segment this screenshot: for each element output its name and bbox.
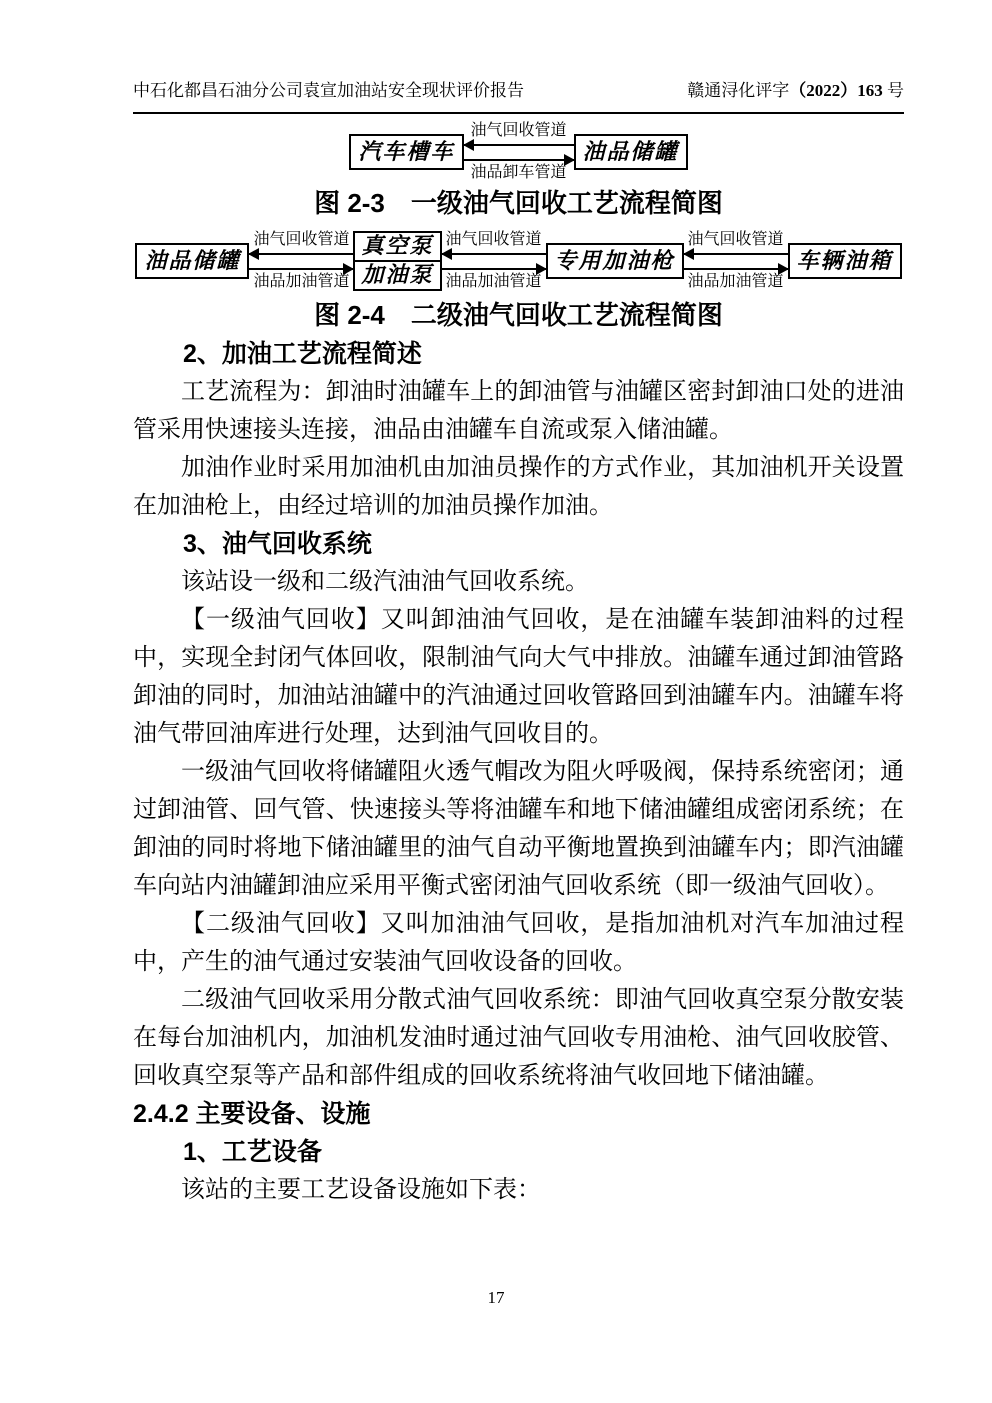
pipe-label-top: 油气回收管道 — [445, 231, 542, 248]
paragraph-fueling: 加油作业时采用加油机由加油员操作的方式作业，其加油机开关设置在加油枪上，由经过培训的加油员操作加油。 — [133, 455, 904, 519]
arrow-right-icon — [442, 268, 546, 270]
figure-2-3-caption: 图 2-3 一级油气回收工艺流程简图 — [314, 188, 723, 218]
heading-vapor-recovery: 3、油气回收系统 — [183, 530, 372, 558]
pipe-label-bottom: 油品加油管道 — [445, 273, 542, 290]
pipe-label-bottom: 油品加油管道 — [687, 273, 784, 290]
arrow-left-icon — [464, 144, 574, 146]
figure-2-4-diagram — [133, 231, 904, 291]
page-header — [133, 80, 904, 114]
flow-node-storage-tank: 油品储罐 — [135, 243, 249, 279]
flow-node-fuel-pump: 加油泵 — [361, 262, 434, 288]
arrow-left-icon — [249, 253, 353, 255]
figure-2-4-caption: 图 2-4 二级油气回收工艺流程简图 — [314, 300, 723, 330]
flow-link — [464, 122, 574, 182]
paragraph-stage2-detail: 二级油气回收采用分散式油气回收系统：即油气回收真空泵分散安装在每台加油机内，加油机发油时通过油气回收专用油枪、油气回收胶管、回收真空泵等产品和部件组成的回收系统将油气收回地下储油罐。 — [133, 987, 904, 1089]
paragraph-stage1-detail: 一级油气回收将储罐阻火透气帽改为阻火呼吸阀，保持系统密闭；通过卸油管、回气管、快速接头等将油罐车和地下储油罐组成密闭系统；在卸油的同时将地下储油罐里的油气自动平衡地置换到油罐车内；即汽油罐车向站内油罐卸油应采用平衡式密闭油气回收系统（即一级油气回收）。 — [133, 759, 904, 899]
flow-node-storage-tank: 油品储罐 — [574, 134, 688, 170]
pipe-label-top: 油气回收管道 — [253, 231, 350, 248]
paragraph-unloading: 工艺流程为：卸油时油罐车上的卸油管与油罐区密封卸油口处的进油管采用快速接头连接，油品由油罐车自流或泵入储油罐。 — [133, 379, 904, 443]
figure-2-3-diagram — [133, 122, 904, 182]
arrow-right-icon — [684, 268, 788, 270]
arrow-right-icon — [249, 268, 353, 270]
paragraph-stage1-intro: 【一级油气回收】又叫卸油油气回收，是在油罐车装卸油料的过程中，实现全封闭气体回收，限制油气向大气中排放。油罐车通过卸油管路卸油的同时，加油站油罐中的汽油通过回收管路回到油罐车内。油罐车将油气带回油库进行处理，达到油气回收目的。 — [133, 607, 904, 747]
page-number: 17 — [487, 1288, 505, 1307]
header-doc-number-value: （2022）163 — [789, 81, 883, 100]
pipe-label-top: 油气回收管道 — [470, 122, 567, 139]
flow-link — [249, 231, 353, 291]
pipe-label-bottom: 油品卸车管道 — [470, 164, 567, 181]
flow-node-vacuum-pump: 真空泵 — [355, 233, 439, 262]
header-doc-number-suffix: 号 — [882, 81, 904, 100]
arrow-right-icon — [464, 159, 574, 161]
flow-node-pumps — [353, 231, 441, 291]
heading-2-4-2: 2.4.2 主要设备、设施 — [133, 1100, 371, 1128]
paragraph-station-systems: 该站设一级和二级汽油油气回收系统。 — [181, 569, 589, 595]
header-doc-number — [687, 80, 904, 102]
flow-node-nozzle: 专用加油枪 — [546, 243, 684, 279]
paragraph-table-intro: 该站的主要工艺设备设施如下表： — [181, 1177, 541, 1203]
arrow-left-icon — [684, 253, 788, 255]
paragraph-stage2-intro: 【二级油气回收】又叫加油油气回收，是指加油机对汽车加油过程中，产生的油气通过安装油气回收设备的回收。 — [133, 911, 904, 975]
arrow-left-icon — [442, 253, 546, 255]
pipe-label-bottom: 油品加油管道 — [253, 273, 350, 290]
pipe-label-top: 油气回收管道 — [687, 231, 784, 248]
document-body — [133, 335, 904, 1209]
header-report-title: 中石化都昌石油分公司袁宣加油站安全现状评价报告 — [133, 81, 524, 100]
flow-node-vehicle-tank: 车辆油箱 — [788, 243, 902, 279]
flow-node-tank-truck: 汽车槽车 — [349, 134, 463, 170]
flow-link — [684, 231, 788, 291]
flow-link — [442, 231, 546, 291]
heading-fueling-process: 2、加油工艺流程简述 — [183, 340, 422, 368]
header-doc-number-prefix: 赣通浔化评字 — [687, 81, 790, 100]
heading-process-equipment: 1、工艺设备 — [183, 1138, 322, 1166]
